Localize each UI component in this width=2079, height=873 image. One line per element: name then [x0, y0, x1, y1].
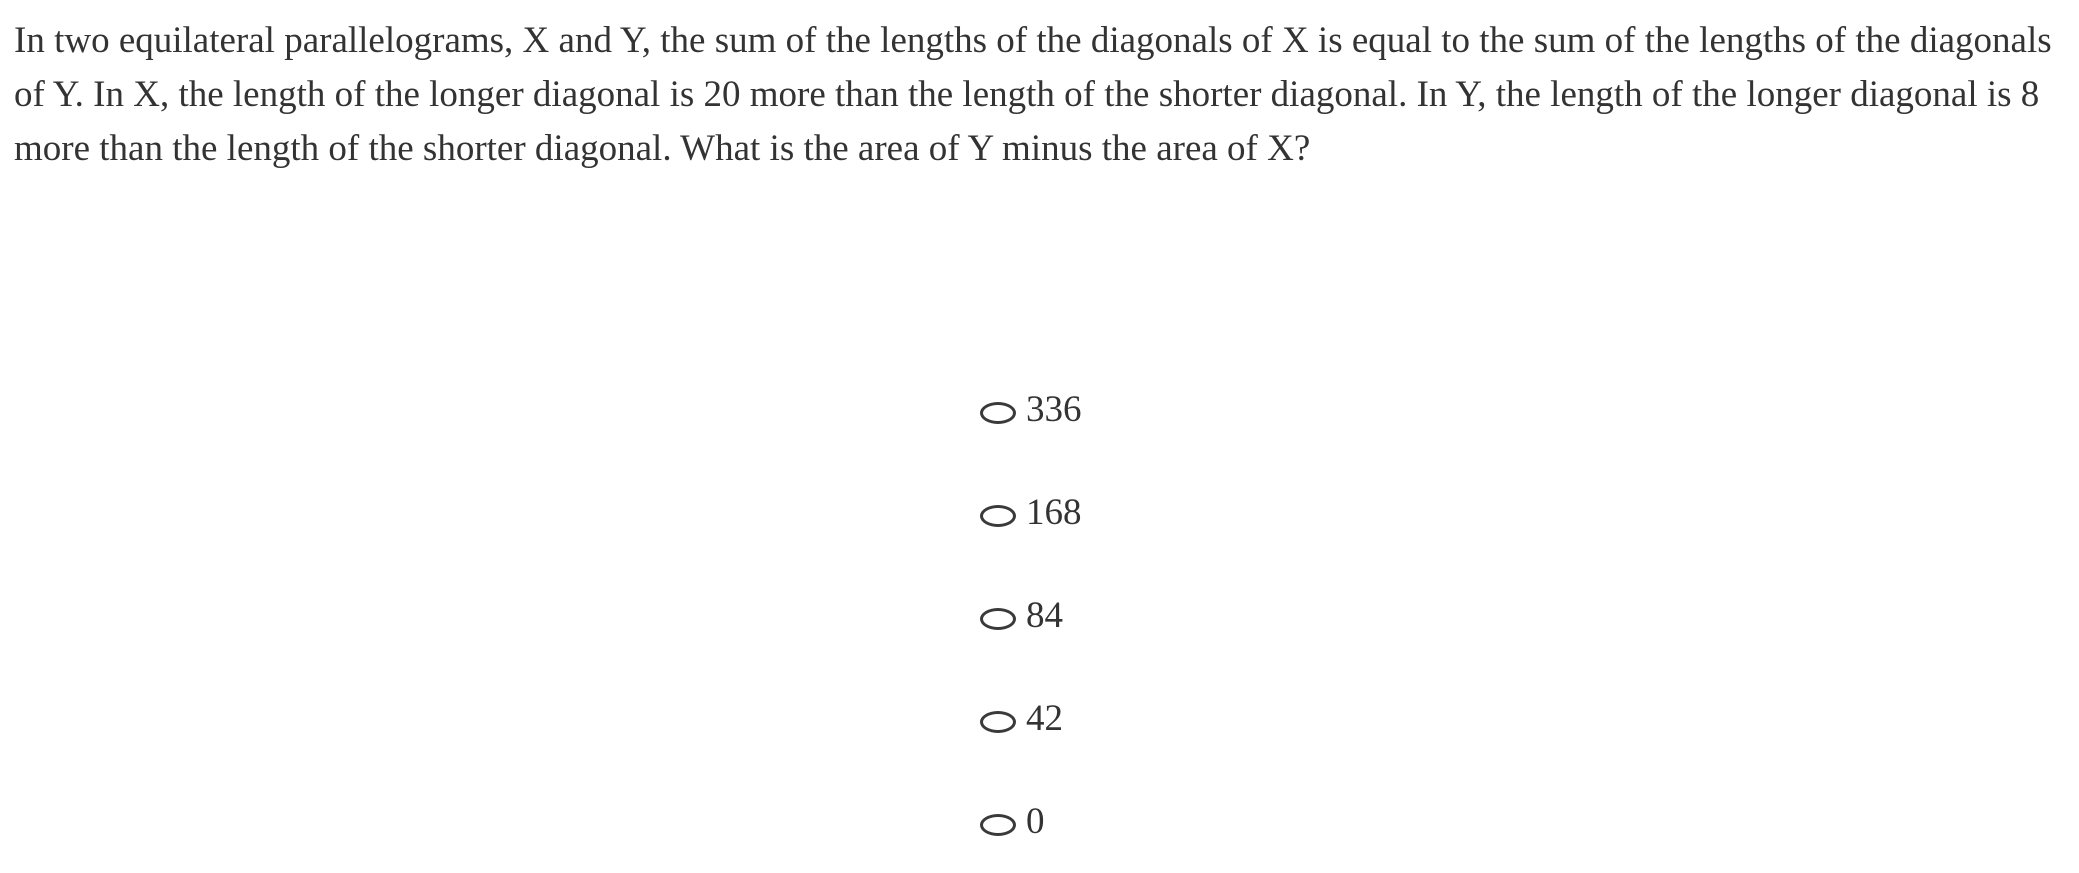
radio-button[interactable] [980, 608, 1016, 630]
radio-button[interactable] [980, 505, 1016, 527]
question-text: In two equilateral parallelograms, X and Y, the sum of the lengths of the diagonals of X is equal to the sum of the lengths of the diagonals of Y. In X, the length of the longer diagonal is 20 more than the length of the shorter diagonal. In Y, the length of the longer diagonal is 8 more than the length of the shorter diagonal. What is the area of Y minus the area of X? [14, 20, 2052, 169]
answer-label: 336 [1026, 388, 1082, 430]
answer-option-84[interactable] [980, 564, 1082, 667]
radio-button[interactable] [980, 814, 1016, 836]
answer-label: 84 [1026, 594, 1063, 636]
answer-label: 0 [1026, 800, 1045, 842]
radio-button[interactable] [980, 711, 1016, 733]
answer-options [980, 358, 1082, 873]
answer-label: 42 [1026, 697, 1063, 739]
radio-button[interactable] [980, 402, 1016, 424]
answer-option-0[interactable] [980, 770, 1082, 873]
answer-option-42[interactable] [980, 667, 1082, 770]
answer-option-168[interactable] [980, 461, 1082, 564]
answer-label: 168 [1026, 491, 1082, 533]
answer-option-336[interactable] [980, 358, 1082, 461]
